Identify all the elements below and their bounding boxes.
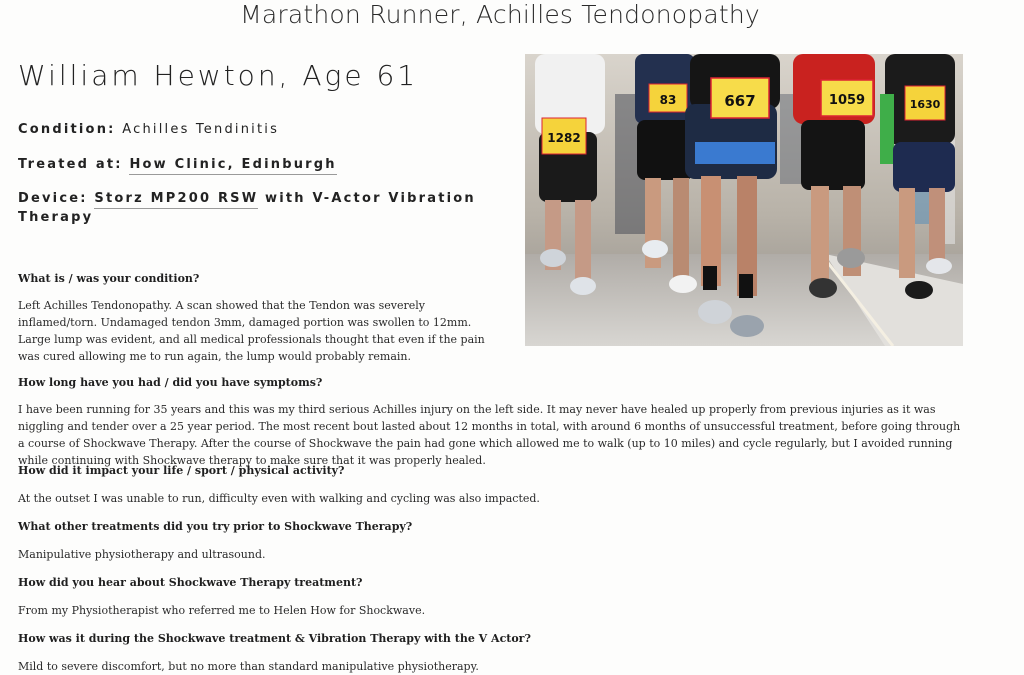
device-link[interactable]: Storz MP200 RSW [94, 191, 258, 209]
condition-label: Condition: [18, 122, 116, 137]
question-condition: What is / was your condition? [18, 272, 200, 285]
condition-line [18, 120, 279, 139]
device-suffix: with V-Actor Vibration [265, 191, 476, 206]
answer-treatment-experience: Mild to severe discomfort, but no more than standard manipulative physiotherapy. [18, 660, 479, 673]
qa-block-1 [18, 270, 488, 365]
device-suffix-2: Therapy [18, 210, 94, 225]
question-treatment-experience: How was it during the Shockwave treatment & Vibration Therapy with the V Actor? [18, 632, 531, 645]
answer-impact: At the outset I was unable to run, difficulty even with walking and cycling was also impacted. [18, 492, 540, 505]
qa-block-3 [18, 462, 968, 507]
patient-name: William Hewton, Age 61 [18, 59, 419, 92]
condition-value: Achilles Tendinitis [122, 122, 280, 137]
answer-condition: Left Achilles Tendonopathy. A scan showed that the Tendon was severely inflamed/torn. Undamaged tendon 3mm, damaged portion was swollen to 12mm. Large lump was evident, and all medical professionals thought that even if the pain was cured allowing me to run again, the lump would probably remain. [18, 299, 485, 363]
device-label: Device: [18, 191, 88, 206]
qa-block-5 [18, 574, 968, 619]
marathon-photo [525, 54, 963, 346]
question-duration: How long have you had / did you have symptoms? [18, 376, 323, 389]
qa-block-6 [18, 630, 968, 675]
treated-at-line [18, 155, 337, 174]
bib-2: 83 [659, 93, 677, 107]
question-impact: How did it impact your life / sport / physical activity? [18, 464, 345, 477]
answer-duration: I have been running for 35 years and this was my third serious Achilles injury on the left side. It may never have healed up properly from previous injuries as it was niggling and tender over a 25 year period. The most recent bout lasted about 12 months in total, with around 6 months of unsuccessful treatment, before going through a course of Shockwave Therapy. After the course of Shockwave the pain had gone which allowed me to walk (up to 10 miles) and cycle regularly, but I avoided running while continuing with Shockwave therapy to make sure that it was properly healed. [18, 403, 961, 467]
bib-5: 1630 [909, 98, 941, 111]
bib-3: 667 [724, 92, 756, 110]
qa-block-4 [18, 518, 968, 563]
device-line [18, 189, 518, 227]
bib-1: 1282 [547, 131, 581, 145]
bib-4: 1059 [828, 93, 866, 108]
answer-heard-about: From my Physiotherapist who referred me to Helen How for Shockwave. [18, 604, 426, 617]
treated-label: Treated at: [18, 157, 123, 172]
question-heard-about: How did you hear about Shockwave Therapy treatment? [18, 576, 363, 589]
clinic-link[interactable]: How Clinic, Edinburgh [129, 157, 336, 175]
page-title: Marathon Runner, Achilles Tendonopathy [240, 0, 760, 29]
answer-other-treatments: Manipulative physiotherapy and ultrasound. [18, 548, 266, 561]
question-other-treatments: What other treatments did you try prior to Shockwave Therapy? [18, 520, 413, 533]
runners-illustration [525, 54, 963, 346]
qa-block-2 [18, 374, 968, 469]
